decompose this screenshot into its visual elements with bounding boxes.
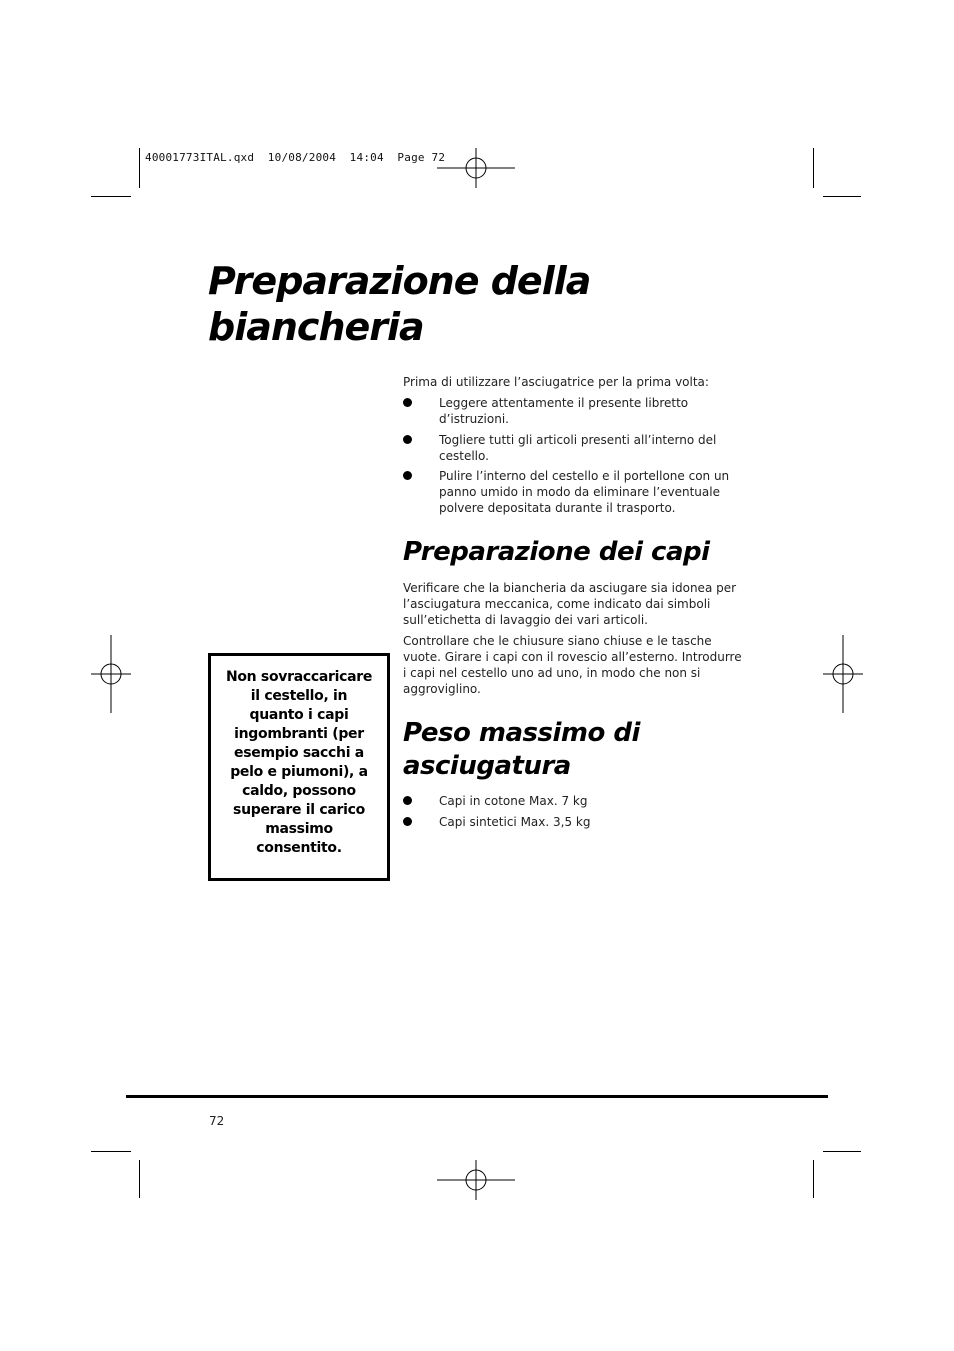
bullet-icon xyxy=(403,817,412,826)
crop-mark-top-right-v xyxy=(813,148,814,188)
warning-text xyxy=(223,668,375,858)
page-title-line: Preparazione della xyxy=(208,259,591,303)
bullet-text-line: Pulire l’interno del cestello e il portellone con un xyxy=(439,469,730,483)
bullet-text-line: polvere depositata durante il trasporto. xyxy=(439,501,676,515)
registration-mark-bottom xyxy=(437,1160,515,1200)
text-line: i capi nel cestello uno ad uno, in modo che non si xyxy=(403,666,701,680)
bullet-icon xyxy=(403,435,412,444)
warning-box xyxy=(208,653,390,881)
heading-line: asciugatura xyxy=(403,751,571,781)
section-heading-peso-massimo xyxy=(403,717,763,783)
list-item xyxy=(403,814,748,830)
bullet-text-line: Togliere tutti gli articoli presenti all’interno del xyxy=(439,433,717,447)
list-item xyxy=(403,793,748,809)
section1-paragraph-1 xyxy=(403,580,748,628)
section1-paragraph-2 xyxy=(403,633,748,697)
crop-mark-bottom-right-v xyxy=(813,1160,814,1198)
bullet-text-line: d’istruzioni. xyxy=(439,412,509,426)
warning-line: Non sovraccaricare xyxy=(225,669,373,685)
crop-mark-top-left-h xyxy=(91,196,131,197)
crop-mark-bottom-left-v xyxy=(139,1160,140,1198)
text-line: sull’etichetta di lavaggio dei vari articoli. xyxy=(403,613,648,627)
bullet-text: Capi sintetici Max. 3,5 kg xyxy=(439,815,591,829)
bullet-text-line: Leggere attentamente il presente libretto xyxy=(439,396,689,410)
warning-line: caldo, possono xyxy=(242,783,356,799)
warning-line: consentito. xyxy=(256,840,342,856)
text-line: Verificare che la biancheria da asciugare sia idonea per xyxy=(403,581,737,595)
page-number: 72 xyxy=(209,1114,225,1128)
bullet-text-line: cestello. xyxy=(439,449,489,463)
crop-mark-bottom-right-h xyxy=(823,1151,861,1152)
heading-line: Peso massimo di xyxy=(403,718,640,748)
warning-line: superare il carico xyxy=(233,802,365,818)
warning-line: pelo e piumoni), a xyxy=(230,764,368,780)
section-heading-preparazione-capi: Preparazione dei capi xyxy=(403,537,710,567)
registration-mark-top xyxy=(437,148,515,188)
crop-mark-top-left-v xyxy=(139,148,140,188)
intro-text: Prima di utilizzare l’asciugatrice per la prima volta: xyxy=(403,375,709,389)
crop-mark-bottom-left-h xyxy=(91,1151,131,1152)
list-item xyxy=(403,395,748,427)
warning-line: il cestello, in xyxy=(250,688,348,704)
bullet-text-line: panno umido in modo da eliminare l’eventuale xyxy=(439,485,720,499)
warning-line: massimo xyxy=(265,821,333,837)
text-line: vuote. Girare i capi con il rovescio all’esterno. Introdurre xyxy=(403,650,742,664)
page-title-line: biancheria xyxy=(208,305,424,349)
footer-rule xyxy=(126,1095,828,1098)
list-item xyxy=(403,432,748,464)
text-line: aggroviglino. xyxy=(403,682,481,696)
bullet-icon xyxy=(403,398,412,407)
registration-mark-left xyxy=(91,635,131,713)
bullet-icon xyxy=(403,471,412,480)
list-item xyxy=(403,468,748,516)
print-slug: 40001773ITAL.qxd 10/08/2004 14:04 Page 72 xyxy=(145,151,446,164)
crop-mark-top-right-h xyxy=(823,196,861,197)
warning-line: esempio sacchi a xyxy=(234,745,364,761)
text-line: l’asciugatura meccanica, come indicato dai simboli xyxy=(403,597,711,611)
warning-line: quanto i capi xyxy=(249,707,349,723)
page-title xyxy=(208,258,728,350)
text-line: Controllare che le chiusure siano chiuse e le tasche xyxy=(403,634,712,648)
warning-line: ingombranti (per xyxy=(234,726,364,742)
bullet-text: Capi in cotone Max. 7 kg xyxy=(439,794,588,808)
registration-mark-right xyxy=(823,635,863,713)
bullet-icon xyxy=(403,796,412,805)
